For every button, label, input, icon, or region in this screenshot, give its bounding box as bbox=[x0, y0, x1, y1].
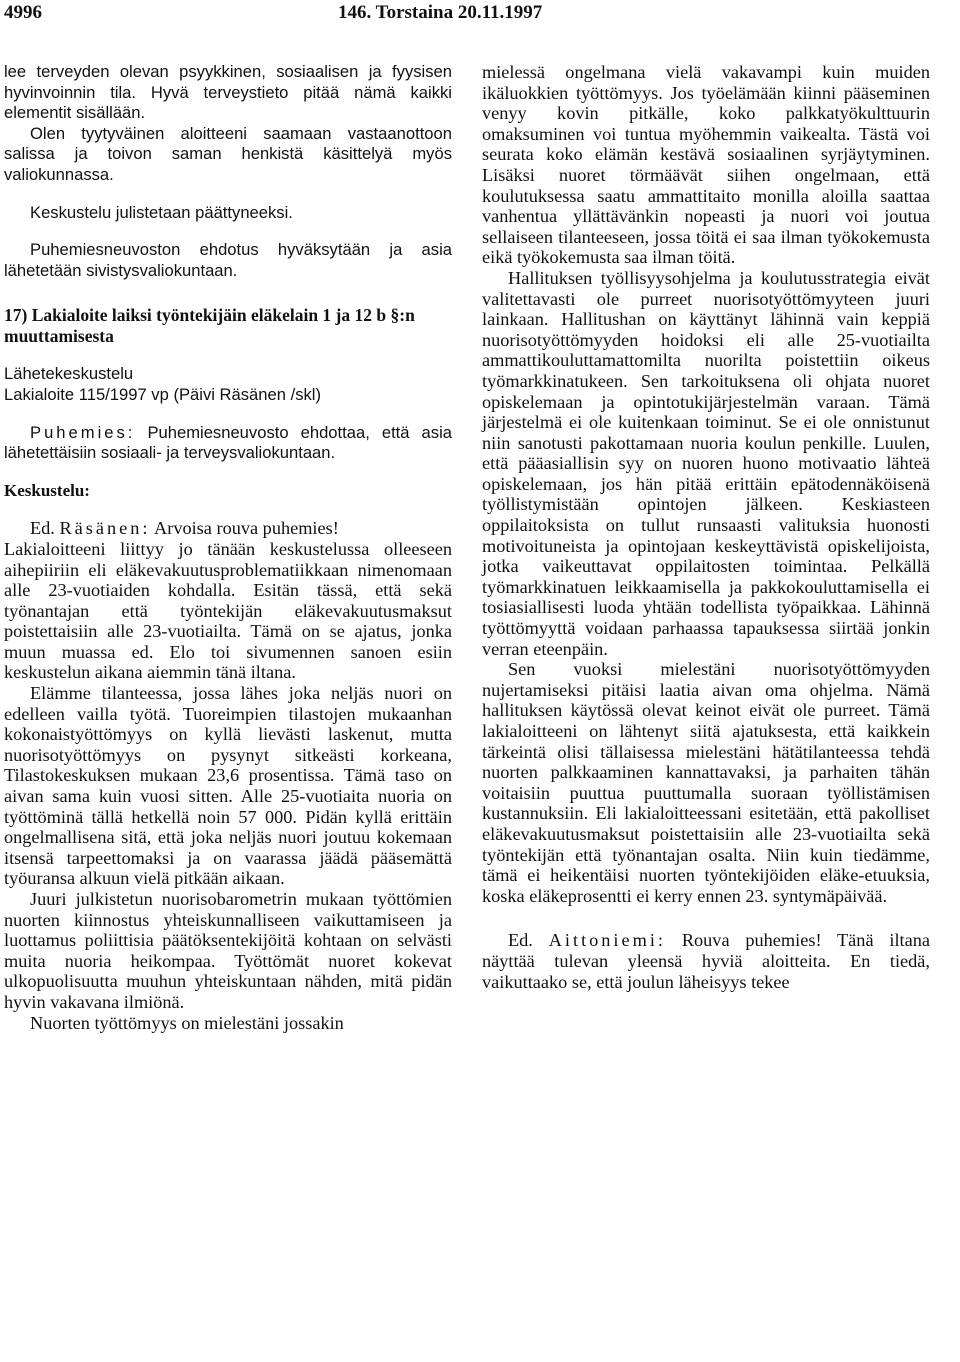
page-number: 4996 bbox=[4, 2, 42, 23]
paragraph: Juuri julkistetun nuorisobarometrin mukaan työttömien nuorten kiinnostus yhteiskunnalliseen vaikuttamiseen ja luottamus poliittisia päätöksentekijöitä kohtaan on selvästi muita nuoria heikompaa. Työttömät nuoret kokevat ulkopuolisuutta muuhun yhteiskuntaan nähden, mitä pidän hyvin vakavana ilmiönä. bbox=[4, 889, 452, 1012]
decision-statement: Puhemiesneuvoston ehdotus hyväksytään ja asia lähetetään sivistysvaliokuntaan. bbox=[4, 240, 452, 280]
right-column bbox=[482, 62, 930, 992]
paragraph: Nuorten työttömyys on mielestäni jossakin bbox=[30, 1012, 344, 1033]
closing-statement: Keskustelu julistetaan päättyneeksi. bbox=[30, 202, 293, 222]
paragraph: lee terveyden olevan psyykkinen, sosiaalisen ja fyysisen hyvinvoinnin tila. Hyvä terveystieto pitää nämä kaikki elementit sisällään. bbox=[4, 62, 452, 123]
speech-text: Puhemiesneuvosto ehdottaa, että asia lähetettäisiin sosiaali- ja terveysvaliokuntaan. bbox=[4, 422, 452, 463]
ed-prefix: Ed. bbox=[508, 930, 549, 951]
speech-text: Arvoisa rouva puhemies! bbox=[150, 518, 339, 539]
debate-type: Lähetekeskustelu bbox=[4, 364, 134, 384]
paragraph: Sen vuoksi mielestäni nuorisotyöttömyyden nujertamiseksi pitäisi laatia aivan oma ohjelma. Nämä hallituksen käytössä olevat keinot eivät ole purreet. Tämä lakialoitteeni on lähtenyt siitä ajatuksesta, että kaikkein tärkeintä olisi tällaisessa mielestäni hätätilanteessa tehdä nuorten palkkaaminen kannattavaksi, ja parhaiten tähän voitaisiin puuttua puuttumalla suoraan työllistämisen kustannuksiin. Eli lakialoitteessani esitetään, että pakolliset eläkevakuutusmaksut poistettaisiin alle 23-vuotiailta sekä työntekijän että työnantajan osalta. Niin kuin tiedämme, tämä ei heikentäisi nuorten työntekijöiden eläke-etuuksia, koska eläkeprosentti ei kerry ennen 23. syntymäpäivää. bbox=[482, 659, 930, 906]
speaker-paragraph bbox=[4, 518, 452, 539]
left-column bbox=[4, 62, 452, 1033]
speaker-name: Räsänen: bbox=[59, 518, 151, 539]
agenda-item-heading: 17) Lakialoite laiksi työntekijäin eläkelain 1 ja 12 b §:n muuttamisesta bbox=[4, 305, 415, 347]
running-title: 146. Torstaina 20.11.1997 bbox=[338, 2, 543, 23]
speaker-name: Aittoniemi: bbox=[548, 930, 666, 951]
ed-prefix: Ed. bbox=[30, 518, 60, 539]
speaker-paragraph bbox=[4, 423, 452, 464]
paragraph: Elämme tilanteessa, jossa lähes joka neljäs nuori on edelleen vailla työtä. Tuoreimpien tilastojen mukaanhan kokonaistyöttömyys on kyllä lievästi laskenut, mutta nuorisotyöttömyys on pysynyt sitkeästi korkeana, Tilastokeskuksen mukaan 23,6 prosentissa. Tämä taso on aivan sama kuin vuosi sitten. Alle 25-vuotiaita nuoria on työttöminä tällä hetkellä noin 57 000. Pidän kyllä erittäin ongelmallisena sitä, että joka neljäs nuori joutuu kokemaan itsensä tarpeettomaksi ja on vaarassa jäädä pääsemättä työuransa alkuun vielä pitkään aikaan. bbox=[4, 683, 452, 889]
speaker-name: Puhemies: bbox=[30, 422, 136, 442]
bill-reference: Lakialoite 115/1997 vp (Päivi Räsänen /skl) bbox=[4, 384, 321, 404]
section-label: Keskustelu: bbox=[4, 480, 90, 500]
paragraph: Olen tyytyväinen aloitteeni saamaan vastaanottoon salissa ja toivon saman henkistä käsittelyä myös valiokunnassa. bbox=[4, 123, 452, 184]
page-header bbox=[0, 0, 960, 28]
speech-text: Rouva puhemies! Tänä iltana näyttää tulevan yleensä hyviä aloitteita. En tiedä, vaikuttaako se, että joulun läheisyys tekee bbox=[482, 930, 930, 992]
speaker-paragraph bbox=[482, 930, 930, 992]
paragraph: Lakialoitteeni liittyy jo tänään keskustelussa olleeseen aihepiiriin eli eläkevakuutusproblematiikkaan nimenomaan alle 23-vuotiaiden kohdalla. Esitän tässä, että sekä työnantajan että työntekijän eläkevakuutusmaksut poistettaisiin alle 23-vuotiailta. Tämä on se ajatus, jonka muun muassa ed. Elo toi sivumennen sanoen esiin keskustelun aikana aiemmin tänä iltana. bbox=[4, 538, 452, 683]
paragraph: Hallituksen työllisyysohjelma ja koulutusstrategia eivät valitettavasti ole purreet nuorisotyöttömyyteen juuri lainkaan. Hallitushan on käyttänyt lähinnä vain keppiä nuorisotyöttömyyden hoidoksi eli alle 25-vuotiailta ammattikouluttamattomilta nuorilta poistettiin oikeus työmarkkinatukeen. Sen tarkoituksena oli ohjata nuoret opiskelemaan ja opintotukijärjestelmän varaan. Tämä järjestelmä ei ole kuitenkaan toiminut. Se ei ole onnistunut niin sanotusti pakottamaan nuoria koulun penkille. Luulen, että pääasiallisin syy on nuoren huono motivaatio lähteä opiskelemaan, jos hän pitää erittäin epätodennäköisenä työllistymistään opintojen jälkeen. Keskiasteen oppilaitoksista on tullut runsaasti valituksia huonosti motivoituneista ja opintojaan keskeyttävistä opiskelijoista, jotka vaikeuttavat oppilaitosten toimintaa. Pelkällä työmarkkinatuen leikkaamisella ja pakkokouluttamisella ei tosiasiallisesti luoda yhtään todellista työpaikkaa. Lähinnä työttömyyttä voidaan parhaassa tapauksessa siirtää jonkin verran eteenpäin. bbox=[482, 267, 930, 659]
paragraph: mielessä ongelmana vielä vakavampi kuin muiden ikäluokkien työttömyys. Jos työelämään kiinni pääseminen venyy kovin pitkälle, koko palkkatyökulttuurin omaksuminen voi tuntua myöhemmin vaikealta. Tästä voi seurata koko elämän kestävä sosiaalinen syrjäytyminen. Lisäksi nuoret törmäävät siihen ongelmaan, että koulutuksessa saatu ammattitaito monilla aloilla saattaa vanhentua yllättävänkin nopeasti ja nuori voi joutua sellaiseen tilanteeseen, jossa töitä ei saa ilman työkokemusta eikä työkokemusta saa ilman töitä. bbox=[482, 62, 930, 268]
